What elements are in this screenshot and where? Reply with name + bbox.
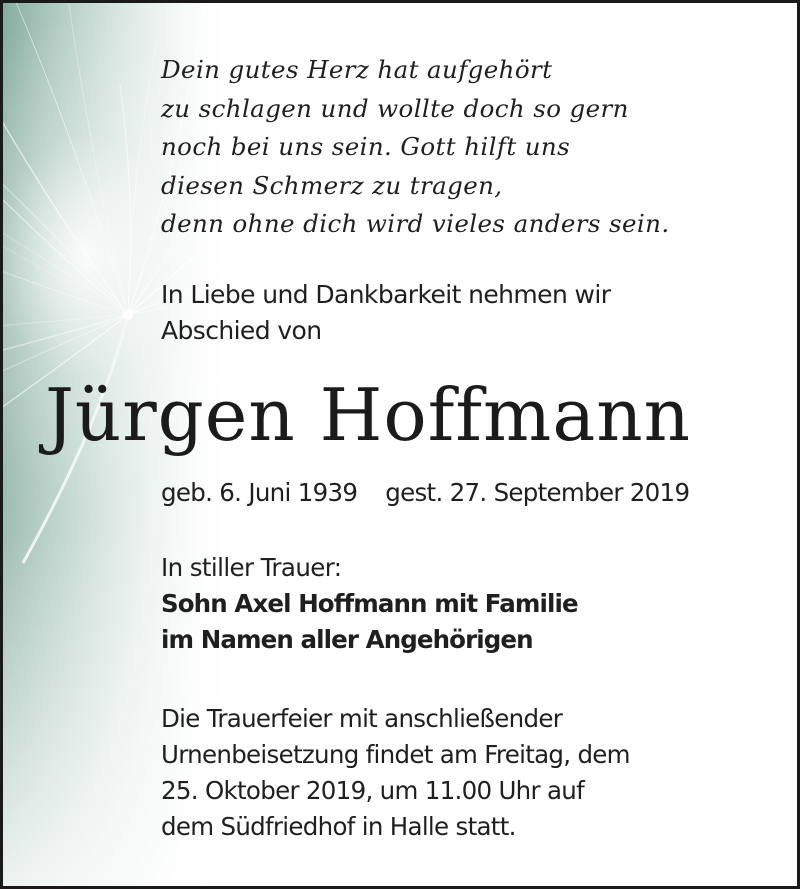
life-dates: [161, 475, 689, 511]
ceremony-line: Die Trauerfeier mit anschließender: [161, 704, 563, 733]
ceremony-line: dem Südfriedhof in Halle statt.: [161, 812, 516, 841]
mourner-line: im Namen aller Angehörigen: [161, 625, 533, 654]
farewell-text: [161, 277, 610, 349]
ceremony-info: [161, 701, 630, 845]
poem-line: Dein gutes Herz hat aufgehört: [161, 55, 553, 84]
poem-line: denn ohne dich wird vieles anders sein.: [161, 209, 670, 238]
ceremony-line: 25. Oktober 2019, um 11.00 Uhr auf: [161, 776, 585, 805]
farewell-line: Abschied von: [161, 316, 322, 345]
death-date: gest. 27. September 2019: [385, 478, 690, 507]
poem: [161, 51, 670, 244]
mourner-line: Sohn Axel Hoffmann mit Familie: [161, 589, 578, 618]
mourners-block: [161, 550, 578, 658]
poem-line: zu schlagen und wollte doch so gern: [161, 93, 629, 123]
poem-line: noch bei uns sein. Gott hilft uns: [161, 132, 571, 161]
farewell-line: In Liebe und Dankbarkeit nehmen wir: [161, 280, 611, 309]
deceased-name: Jürgen Hoffmann: [45, 373, 691, 457]
birth-date: geb. 6. Juni 1939: [161, 478, 358, 507]
mourners-intro: In stiller Trauer:: [161, 553, 342, 582]
ceremony-line: Urnenbeisetzung findet am Freitag, dem: [161, 740, 630, 769]
poem-line: diesen Schmerz zu tragen,: [161, 170, 503, 200]
